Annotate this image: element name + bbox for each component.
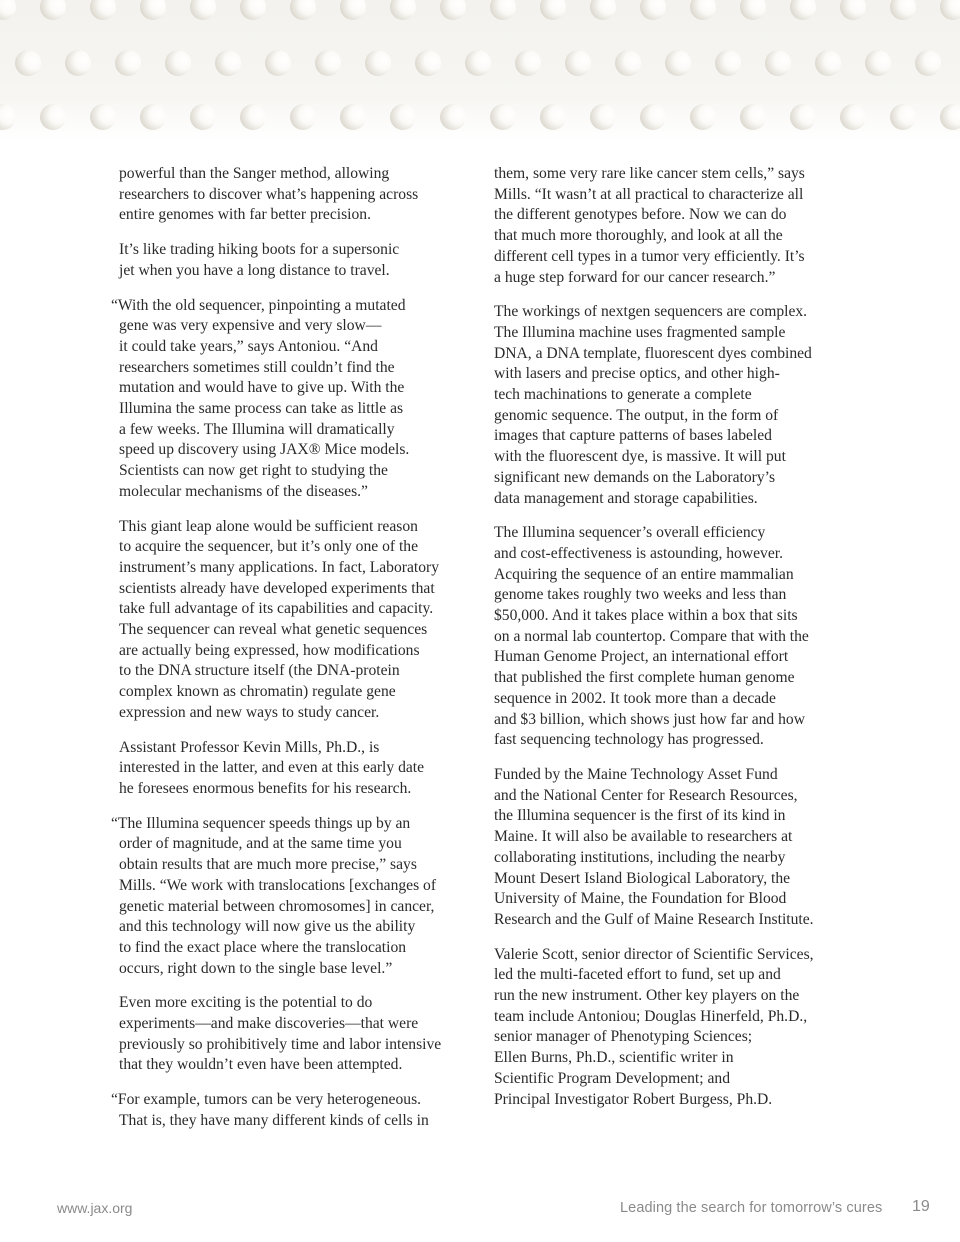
decorative-dot (340, 104, 366, 130)
decorative-dot (890, 104, 916, 130)
decorative-dot (590, 104, 616, 130)
paragraph: Even more exciting is the potential to do experiments—and make discoveries—that were previously so prohibitively time and labor intensive that they wouldn’t even have been attempted. (119, 994, 442, 1074)
decorative-dot (515, 50, 541, 76)
decorative-dot (665, 50, 691, 76)
decorative-dot (165, 50, 191, 76)
decorative-dot (440, 0, 466, 20)
decorative-dot (790, 104, 816, 130)
decorative-dot (940, 104, 960, 130)
paragraph: Assistant Professor Kevin Mills, Ph.D., is interested in the latter, and even at this early date he foresees enormous benefits for his research. (119, 738, 425, 797)
decorative-dot (790, 0, 816, 20)
decorative-dot (40, 0, 66, 20)
decorative-dot (865, 50, 891, 76)
article-column-right (494, 164, 849, 1124)
decorative-dot (290, 104, 316, 130)
paragraph: It’s like trading hiking boots for a supersonic jet when you have a long distance to travel. (119, 241, 400, 279)
decorative-dot (340, 0, 366, 20)
decorative-dot (490, 0, 516, 20)
decorative-dot (240, 104, 266, 130)
decorative-dot (840, 0, 866, 20)
decorative-dot (440, 104, 466, 130)
decorative-dot (740, 0, 766, 20)
decorative-dot (415, 50, 441, 76)
decorative-dot (140, 104, 166, 130)
decorative-dot (265, 50, 291, 76)
decorative-dot (290, 0, 316, 20)
decorative-dot (90, 0, 116, 20)
decorative-dot (315, 50, 341, 76)
decorative-dot (765, 50, 791, 76)
decorative-dot (590, 0, 616, 20)
paragraph: The Illumina sequencer’s overall efficiency and cost-effectiveness is astounding, however. Acquiring the sequence of an entire mammalian genome takes roughly two weeks and less than $50,000. And it takes place within a box that sits on a normal lab countertop. Compare that with the Human Genome Project, an international effort that published the first complete human genome sequence in 2002. It took more than a decade and $3 billion, which shows just how far and how fast sequencing technology has progressed. (494, 524, 809, 749)
decorative-dot (890, 0, 916, 20)
footer-tagline: Leading the search for tomorrow’s cures (620, 1200, 883, 1216)
decorative-dot (390, 104, 416, 130)
footer-url[interactable]: www.jax.org (57, 1200, 133, 1216)
paragraph-quote: “For example, tumors can be very heterogeneous. That is, they have many different kinds of cells in (111, 1091, 429, 1129)
decorative-dot (15, 50, 41, 76)
decorative-dot (915, 50, 941, 76)
paragraph: Funded by the Maine Technology Asset Fund and the National Center for Research Resources, the Illumina sequencer is the first of its kind in Maine. It will also be available to researchers at collaborating institutions, including the nearby Mount Desert Island Biological Laboratory, the University of Maine, the Foundation for Blood Research and the Gulf of Maine Research Institute. (494, 765, 814, 928)
decorative-dot (0, 0, 16, 20)
decorative-dot (490, 104, 516, 130)
decorative-dot (540, 0, 566, 20)
decorative-dot (190, 0, 216, 20)
paragraph-quote: “With the old sequencer, pinpointing a mutated gene was very expensive and very slow— it could take years,” says Antoniou. “And researchers sometimes still couldn’t find the mutation and would have to give up. With the Illumina the same process can take as little as a few weeks. The Illumina will dramatically speed up discovery using JAX® Mice models. Scientists can now get right to studying the molecular mechanisms of the diseases.” (111, 296, 410, 500)
decorative-dot (40, 104, 66, 130)
decorative-dot (640, 104, 666, 130)
paragraph: powerful than the Sanger method, allowing researchers to discover what’s happening across entire genomes with far better precision. (119, 165, 419, 224)
page-number: 19 (912, 1198, 930, 1215)
decorative-dot (640, 0, 666, 20)
decorative-dot (140, 0, 166, 20)
paragraph: Valerie Scott, senior director of Scientific Services, led the multi-faceted effort to fund, set up and run the new instrument. Other key players on the team include Antoniou; Douglas Hinerfeld, Ph.D., senior manager of Phenotyping Sciences; Ellen Burns, Ph.D., scientific writer in Scientific Program Development; and Principal Investigator Robert Burgess, Ph.D. (494, 945, 814, 1108)
decorative-dot (0, 104, 16, 130)
decorative-dot (390, 0, 416, 20)
paragraph: them, some very rare like cancer stem cells,” says Mills. “It wasn’t at all practical to characterize all the different genotypes before. Now we can do that much more thoroughly, and look at all the different cell types in a tumor very efficiently. It’s a huge step forward for our cancer research.” (494, 165, 805, 286)
decorative-dot (815, 50, 841, 76)
decorative-dot (90, 104, 116, 130)
decorative-dot (65, 50, 91, 76)
decorative-dot (115, 50, 141, 76)
decorative-dot (365, 50, 391, 76)
decorative-dot (215, 50, 241, 76)
decorative-dot (690, 0, 716, 20)
paragraph-quote: “The Illumina sequencer speeds things up by an order of magnitude, and at the same time you obtain results that are much more precise,” says Mills. “We work with translocations [exchanges of genetic material between chromosomes] in cancer, and this technology will now give us the ability to find the exact place where the translocation occurs, right down to the single base level.” (111, 814, 437, 977)
decorative-dot (565, 50, 591, 76)
decorative-dot (190, 104, 216, 130)
article-column-left (111, 164, 474, 1146)
decorative-dot (615, 50, 641, 76)
decorative-dot (940, 0, 960, 20)
decorative-dot-pattern (0, 0, 960, 140)
paragraph: The workings of nextgen sequencers are complex. The Illumina machine uses fragmented sample DNA, a DNA template, fluorescent dyes combined with lasers and precise optics, and other high- tech machinations to generate a complete genomic sequence. The output, in the form of images that capture patterns of bases labeled with the fluorescent dye, is massive. It will put significant new demands on the Laboratory’s data management and storage capabilities. (494, 303, 812, 507)
decorative-dot (540, 104, 566, 130)
decorative-dot (690, 104, 716, 130)
decorative-dot (715, 50, 741, 76)
decorative-dot (840, 104, 866, 130)
decorative-dot (740, 104, 766, 130)
paragraph: This giant leap alone would be sufficient reason to acquire the sequencer, but it’s only one of the instrument’s many applications. In fact, Laboratory scientists already have developed experiments that take full advantage of its capabilities and capacity. The sequencer can reveal what genetic sequences are actually being expressed, how modifications to the DNA structure itself (the DNA-protein complex known as chromatin) regulate gene expression and new ways to study cancer. (119, 517, 440, 721)
decorative-dot (465, 50, 491, 76)
decorative-dot (240, 0, 266, 20)
